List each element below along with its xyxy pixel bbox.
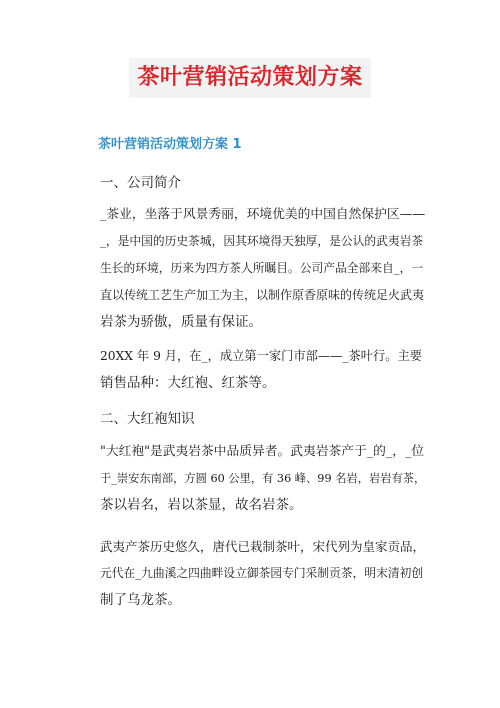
section-heading-company-intro: 一、公司简介: [100, 175, 181, 191]
paragraph-line: 销售品种：大红袍、红茶等。: [100, 375, 276, 391]
document-title: 茶叶营销活动策划方案: [129, 58, 370, 98]
paragraph-dahongpao-origin: [100, 438, 428, 519]
paragraph-line: 生长的环境，历来为四方茶人所瞩目。公司产品全部来自_，一: [100, 261, 424, 275]
document-subtitle: 茶叶营销活动策划方案 1: [98, 137, 242, 152]
paragraph-wuyi-history: [100, 533, 428, 614]
section-heading-dahongpao: 二、大红袍知识: [100, 411, 195, 427]
paragraph-line: 直以传统工艺生产加工为主，以制作原香原味的传统足火武夷: [100, 288, 425, 302]
paragraph-line: _，是中国的历史茶城，因其环境得天独厚，是公认的武夷岩茶: [100, 234, 424, 248]
title-wrapper: [0, 58, 500, 98]
paragraph-line: 元代在_九曲溪之四曲畔设立御茶园专门采制贡茶，明末清初创: [100, 566, 424, 580]
paragraph-line: 20XX 年 9 月，在_，成立第一家门市部——_茶叶行。主要: [100, 349, 423, 363]
paragraph-line: 制了乌龙茶。: [100, 592, 181, 608]
paragraph-line: 茶以岩名，岩以茶显，故名岩茶。: [100, 497, 303, 513]
paragraph-line: "大红袍"是武夷岩茶中品质异者。武夷岩茶产于_的_，_位: [100, 444, 425, 459]
paragraph-line: 于_崇安东南部，方圆 60 公里，有 36 峰、99 名岩，岩岩有茶，: [100, 472, 426, 485]
paragraph-line: 岩茶为骄傲，质量有保证。: [100, 314, 262, 330]
paragraph-store-founding: [100, 343, 428, 397]
paragraph-company-intro: [100, 201, 428, 336]
paragraph-line: _茶业，坐落于风景秀丽，环境优美的中国自然保护区——: [100, 207, 426, 222]
paragraph-line: 武夷产茶历史悠久，唐代已栽制茶叶，宋代列为皇家贡品，: [100, 539, 426, 554]
